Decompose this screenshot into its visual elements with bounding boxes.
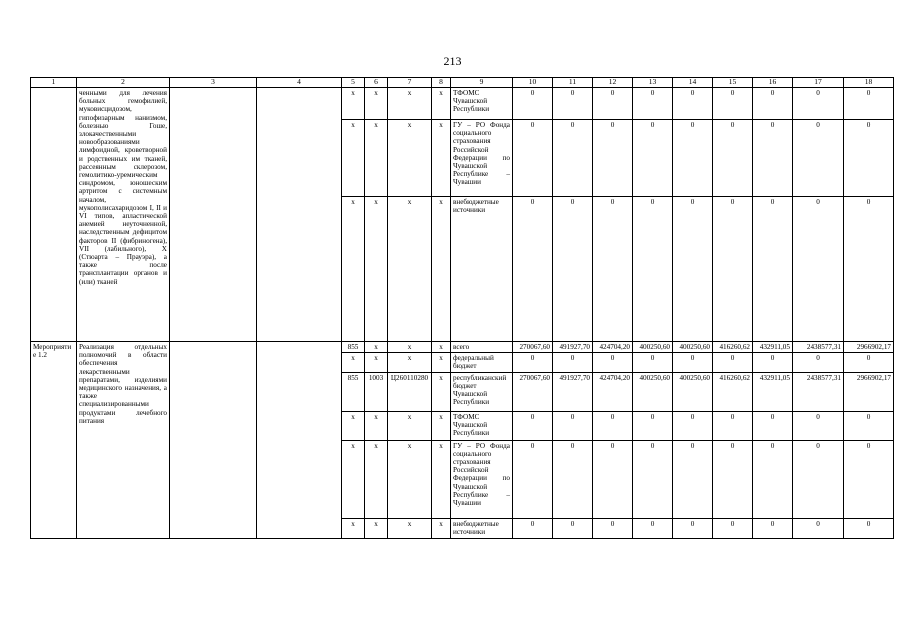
value-cell: 0 — [793, 411, 844, 440]
column-header-12: 12 — [593, 78, 633, 88]
value-cell: 0 — [553, 440, 593, 518]
value-cell: 424704,20 — [593, 342, 633, 353]
value-cell: 2438577,31 — [793, 342, 844, 353]
target-article-cell: Ц260110280 — [388, 372, 432, 411]
section-cell: х — [365, 88, 388, 120]
value-cell: 0 — [844, 518, 894, 538]
target-article-cell: х — [388, 120, 432, 197]
target-article-cell: х — [388, 353, 432, 372]
expense-type-cell: х — [432, 518, 451, 538]
value-cell: 0 — [553, 518, 593, 538]
col3-cell — [170, 88, 257, 342]
grbs-cell: х — [342, 411, 365, 440]
table-row — [31, 88, 894, 120]
section-cell: х — [365, 518, 388, 538]
grbs-cell: х — [342, 518, 365, 538]
column-header-10: 10 — [513, 78, 553, 88]
column-header-4: 4 — [257, 78, 342, 88]
value-cell: 0 — [553, 197, 593, 342]
value-cell: 0 — [673, 120, 713, 197]
value-cell: 0 — [844, 197, 894, 342]
value-cell: 491927,70 — [553, 372, 593, 411]
column-header-3: 3 — [170, 78, 257, 88]
column-header-15: 15 — [713, 78, 753, 88]
value-cell: 0 — [713, 197, 753, 342]
value-cell: 0 — [593, 197, 633, 342]
expense-type-cell: х — [432, 440, 451, 518]
value-cell: 0 — [553, 411, 593, 440]
value-cell: 0 — [633, 440, 673, 518]
value-cell: 0 — [793, 440, 844, 518]
value-cell: 424704,20 — [593, 372, 633, 411]
value-cell: 0 — [673, 88, 713, 120]
value-cell: 0 — [513, 88, 553, 120]
value-cell: 0 — [753, 197, 793, 342]
value-cell: 491927,70 — [553, 342, 593, 353]
value-cell: 270067,60 — [513, 342, 553, 353]
column-header-17: 17 — [793, 78, 844, 88]
section-cell: х — [365, 411, 388, 440]
funding-source-cell: внебюджетные источники — [451, 518, 513, 538]
grbs-cell: х — [342, 120, 365, 197]
value-cell: 0 — [513, 197, 553, 342]
value-cell: 400250,60 — [673, 372, 713, 411]
grbs-cell: х — [342, 353, 365, 372]
expense-type-cell: х — [432, 342, 451, 353]
value-cell: 0 — [593, 353, 633, 372]
value-cell: 0 — [513, 353, 553, 372]
value-cell: 0 — [753, 120, 793, 197]
value-cell: 0 — [713, 88, 753, 120]
value-cell: 400250,60 — [633, 342, 673, 353]
section-cell: 1003 — [365, 372, 388, 411]
measure-number: Мероприятие 1.2 — [31, 342, 77, 539]
value-cell: 2438577,31 — [793, 372, 844, 411]
value-cell: 0 — [844, 88, 894, 120]
value-cell: 0 — [673, 197, 713, 342]
value-cell: 0 — [753, 440, 793, 518]
target-article-cell: х — [388, 88, 432, 120]
value-cell: 0 — [633, 88, 673, 120]
funding-source-cell: ТФОМС Чувашской Республики — [451, 88, 513, 120]
value-cell: 0 — [844, 411, 894, 440]
expense-type-cell: х — [432, 120, 451, 197]
column-header-9: 9 — [451, 78, 513, 88]
col4-cell — [257, 88, 342, 342]
value-cell: 0 — [633, 353, 673, 372]
value-cell: 0 — [593, 411, 633, 440]
value-cell: 0 — [593, 440, 633, 518]
expense-type-cell: х — [432, 197, 451, 342]
value-cell: 0 — [753, 88, 793, 120]
value-cell: 0 — [633, 120, 673, 197]
measure-description: Реализация отдельных полномочий в области обеспечения лекарственными препаратами, изделиями медицинского назначения, а также специализированными продуктами лечебного питания — [77, 342, 170, 539]
column-header-16: 16 — [753, 78, 793, 88]
expense-type-cell: х — [432, 88, 451, 120]
value-cell: 0 — [793, 120, 844, 197]
header-row — [31, 78, 894, 88]
value-cell: 400250,60 — [633, 372, 673, 411]
value-cell: 0 — [713, 518, 753, 538]
column-header-7: 7 — [388, 78, 432, 88]
col1-cell — [31, 88, 77, 342]
funding-source-cell: ГУ – РО Фонда социального страхования Российской Федерации по Чувашской Республике – Чувашии — [451, 120, 513, 197]
value-cell: 432911,05 — [753, 342, 793, 353]
value-cell: 0 — [673, 411, 713, 440]
funding-source-cell: внебюджетные источники — [451, 197, 513, 342]
target-article-cell: х — [388, 197, 432, 342]
grbs-cell: х — [342, 88, 365, 120]
value-cell: 0 — [713, 120, 753, 197]
expense-type-cell: х — [432, 372, 451, 411]
target-article-cell: х — [388, 518, 432, 538]
value-cell: 270067,60 — [513, 372, 553, 411]
col3-cell — [170, 342, 257, 539]
table-row — [31, 342, 894, 353]
column-header-1: 1 — [31, 78, 77, 88]
funding-source-cell: ТФОМС Чувашской Республики — [451, 411, 513, 440]
value-cell: 0 — [593, 88, 633, 120]
expense-type-cell: х — [432, 353, 451, 372]
value-cell: 2966902,17 — [844, 372, 894, 411]
value-cell: 0 — [553, 120, 593, 197]
value-cell: 0 — [793, 518, 844, 538]
grbs-cell: х — [342, 197, 365, 342]
value-cell: 0 — [753, 518, 793, 538]
funding-source-cell: всего — [451, 342, 513, 353]
value-cell: 0 — [753, 353, 793, 372]
value-cell: 400250,60 — [673, 342, 713, 353]
column-header-5: 5 — [342, 78, 365, 88]
value-cell: 0 — [713, 411, 753, 440]
value-cell: 0 — [633, 518, 673, 538]
grbs-cell: 855 — [342, 372, 365, 411]
value-cell: 0 — [553, 88, 593, 120]
value-cell: 0 — [844, 353, 894, 372]
column-header-6: 6 — [365, 78, 388, 88]
value-cell: 0 — [673, 440, 713, 518]
section-cell: х — [365, 197, 388, 342]
value-cell: 432911,05 — [753, 372, 793, 411]
value-cell: 0 — [673, 353, 713, 372]
page-number: 213 — [443, 54, 462, 68]
value-cell: 0 — [633, 197, 673, 342]
section-cell: х — [365, 342, 388, 353]
column-header-18: 18 — [844, 78, 894, 88]
value-cell: 0 — [844, 120, 894, 197]
value-cell: 0 — [713, 353, 753, 372]
col4-cell — [257, 342, 342, 539]
value-cell: 0 — [593, 518, 633, 538]
expense-type-cell: х — [432, 411, 451, 440]
measure-description: ченными для лечения больных гемофилией, муковисцидозом, гипофизарным нанизмом, болезнью Гоше, злокачественными новообразованиями лимфоидной, кроветворной и родственных им тканей, рассеянным склерозом, гемолитико-уремическим синдромом, юношеским артритом с системным началом, мукополисахаридозом I, II и VI типов, апластической анемией неуточненной, наследственным дефицитом факторов II (фибриногена), VII (лабильного), X (Стюарта – Прауэра), а также после трансплантации органов и (или) тканей — [77, 88, 170, 342]
grbs-cell: 855 — [342, 342, 365, 353]
value-cell: 0 — [673, 518, 713, 538]
section-cell: х — [365, 440, 388, 518]
section-cell: х — [365, 120, 388, 197]
value-cell: 0 — [844, 440, 894, 518]
value-cell: 0 — [553, 353, 593, 372]
value-cell: 0 — [793, 88, 844, 120]
value-cell: 0 — [513, 440, 553, 518]
value-cell: 0 — [713, 440, 753, 518]
value-cell: 0 — [793, 197, 844, 342]
target-article-cell: х — [388, 342, 432, 353]
grbs-cell: х — [342, 440, 365, 518]
value-cell: 2966902,17 — [844, 342, 894, 353]
value-cell: 0 — [513, 411, 553, 440]
value-cell: 0 — [513, 120, 553, 197]
value-cell: 0 — [633, 411, 673, 440]
column-header-2: 2 — [77, 78, 170, 88]
target-article-cell: х — [388, 411, 432, 440]
value-cell: 0 — [793, 353, 844, 372]
funding-source-cell: республиканский бюджет Чувашской Республики — [451, 372, 513, 411]
budget-table — [30, 77, 894, 539]
value-cell: 416260,62 — [713, 342, 753, 353]
column-header-11: 11 — [553, 78, 593, 88]
value-cell: 0 — [593, 120, 633, 197]
target-article-cell: х — [388, 440, 432, 518]
column-header-13: 13 — [633, 78, 673, 88]
value-cell: 416260,62 — [713, 372, 753, 411]
funding-source-cell: федеральный бюджет — [451, 353, 513, 372]
column-header-14: 14 — [673, 78, 713, 88]
column-header-8: 8 — [432, 78, 451, 88]
value-cell: 0 — [513, 518, 553, 538]
funding-source-cell: ГУ – РО Фонда социального страхования Российской Федерации по Чувашской Республике – Чувашии — [451, 440, 513, 518]
section-cell: х — [365, 353, 388, 372]
value-cell: 0 — [753, 411, 793, 440]
